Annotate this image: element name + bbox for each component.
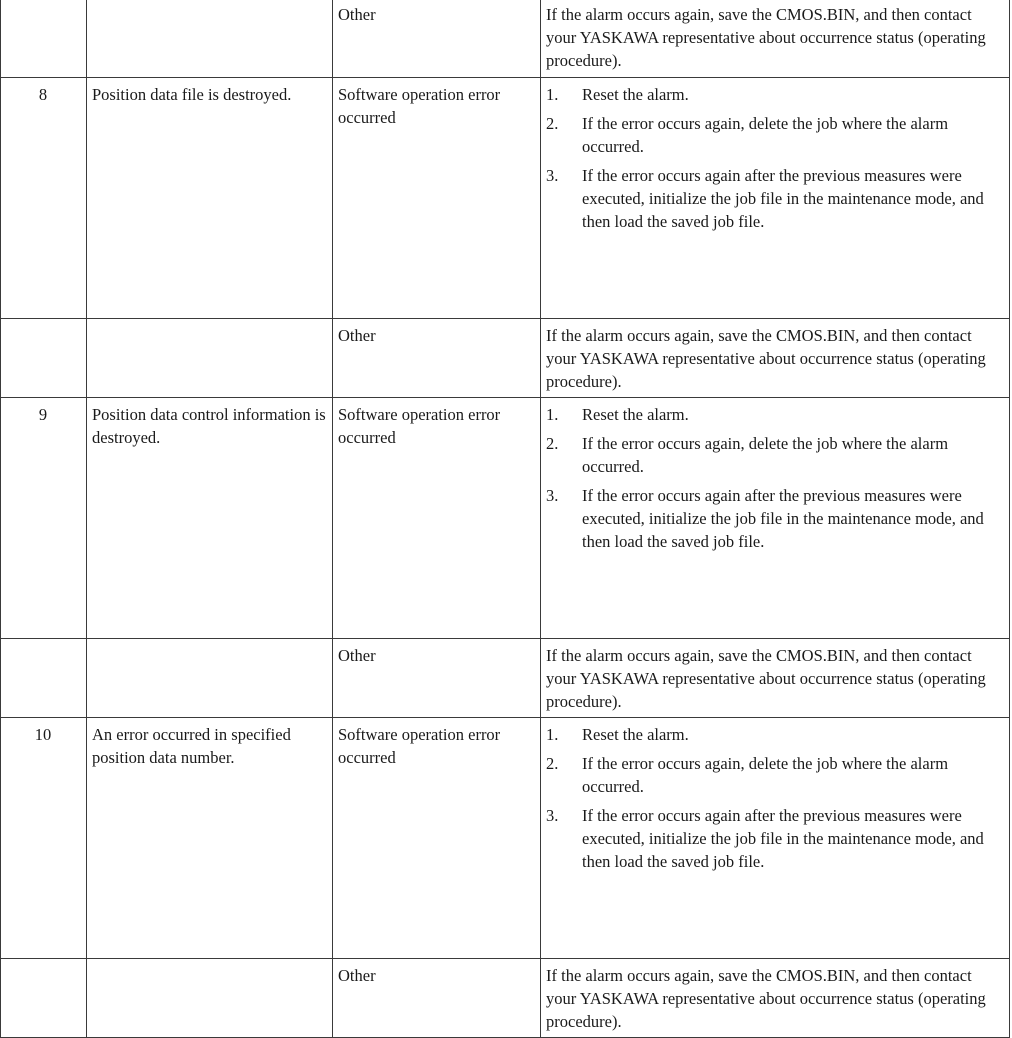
step-number: 2. [546,114,559,133]
cause-cell: Other [333,0,541,78]
alarm-number-cell [1,319,87,398]
remedy-step [546,432,1003,478]
remedy-cell: If the alarm occurs again, save the CMOS.BIN, and then contact your YASKAWA representative about occurrence status (operating procedure). [541,959,1010,1038]
step-number: 1. [546,405,559,424]
step-text: If the error occurs again after the previous measures were executed, initialize the job file in the maintenance mode, and then load the saved job file. [582,806,984,871]
table-row [1,639,1010,718]
cause-cell: Software operation error occurred [333,718,541,959]
alarm-number-cell [1,639,87,718]
remedy-step [546,403,1003,426]
remedy-cell: If the alarm occurs again, save the CMOS.BIN, and then contact your YASKAWA representative about occurrence status (operating procedure). [541,0,1010,78]
table-row [1,959,1010,1038]
alarm-description-cell [87,959,333,1038]
remedy-cell: If the alarm occurs again, save the CMOS.BIN, and then contact your YASKAWA representative about occurrence status (operating procedure). [541,639,1010,718]
step-text: Reset the alarm. [582,405,689,424]
remedy-step [546,723,1003,746]
table-row [1,319,1010,398]
alarm-number-cell [1,959,87,1038]
alarm-description-cell [87,639,333,718]
step-number: 2. [546,754,559,773]
alarm-number-cell: 10 [1,718,87,959]
alarm-description-cell: Position data file is destroyed. [87,78,333,319]
alarm-description-cell: An error occurred in specified position data number. [87,718,333,959]
remedy-steps [546,723,1003,873]
step-number: 1. [546,85,559,104]
cause-cell: Software operation error occurred [333,398,541,639]
step-text: If the error occurs again, delete the job where the alarm occurred. [582,114,949,156]
step-text: Reset the alarm. [582,85,689,104]
alarm-description-cell: Position data control information is destroyed. [87,398,333,639]
step-number: 1. [546,725,559,744]
remedy-step [546,804,1003,873]
remedy-cell [541,398,1010,639]
remedy-steps [546,403,1003,553]
cause-cell: Other [333,319,541,398]
cause-cell: Other [333,639,541,718]
table-row [1,0,1010,78]
alarm-number-cell: 9 [1,398,87,639]
remedy-steps [546,83,1003,233]
step-text: If the error occurs again, delete the job where the alarm occurred. [582,754,949,796]
remedy-step [546,164,1003,233]
alarm-description-cell [87,0,333,78]
cause-cell: Software operation error occurred [333,78,541,319]
alarm-number-cell [1,0,87,78]
remedy-step [546,112,1003,158]
step-number: 3. [546,806,559,825]
alarm-description-cell [87,319,333,398]
remedy-step [546,484,1003,553]
alarm-number-cell: 8 [1,78,87,319]
step-number: 3. [546,166,559,185]
remedy-cell: If the alarm occurs again, save the CMOS.BIN, and then contact your YASKAWA representative about occurrence status (operating procedure). [541,319,1010,398]
table-row [1,718,1010,959]
remedy-cell [541,718,1010,959]
table-row [1,398,1010,639]
step-number: 3. [546,486,559,505]
remedy-step [546,752,1003,798]
table-row [1,78,1010,319]
step-text: If the error occurs again, delete the job where the alarm occurred. [582,434,949,476]
remedy-step [546,83,1003,106]
remedy-cell [541,78,1010,319]
cause-cell: Other [333,959,541,1038]
step-text: If the error occurs again after the previous measures were executed, initialize the job file in the maintenance mode, and then load the saved job file. [582,166,984,231]
step-number: 2. [546,434,559,453]
step-text: Reset the alarm. [582,725,689,744]
step-text: If the error occurs again after the previous measures were executed, initialize the job file in the maintenance mode, and then load the saved job file. [582,486,984,551]
